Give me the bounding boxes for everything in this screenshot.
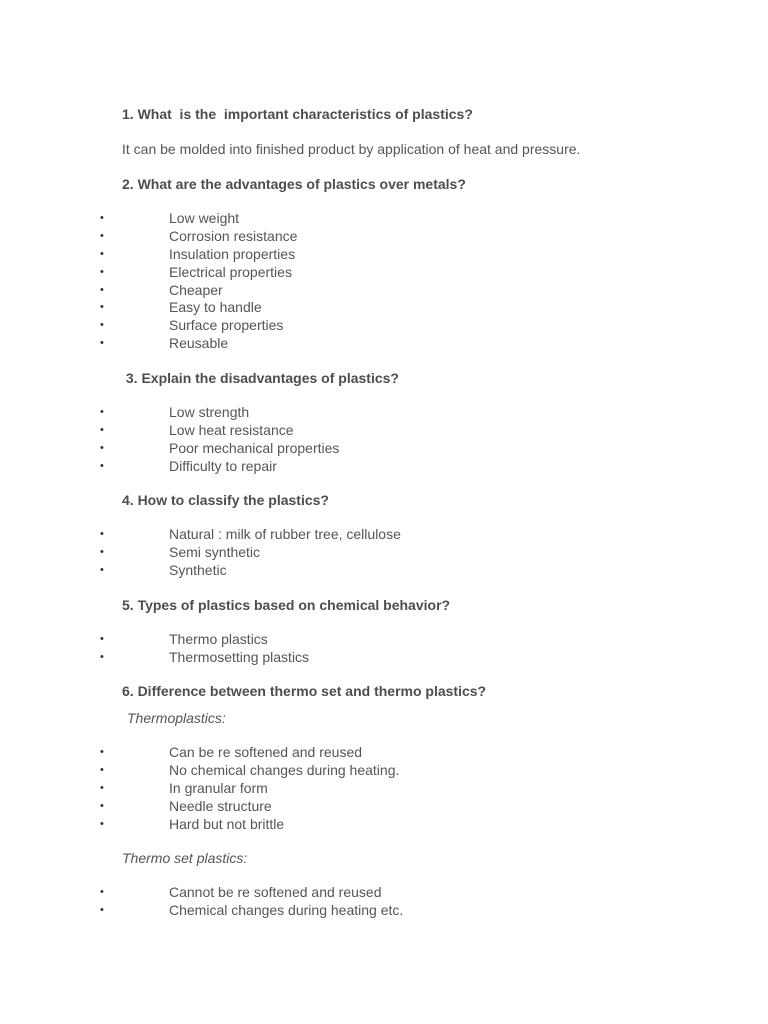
list-item: • Semi synthetic xyxy=(100,543,261,560)
question-1-heading: 1. What is the important characteristics of plastics? xyxy=(122,106,473,122)
question-3-heading: 3. Explain the disadvantages of plastics? xyxy=(122,370,399,386)
bullet-icon: • xyxy=(100,459,104,472)
bullet-icon: • xyxy=(100,817,104,830)
list-item: • Easy to handle xyxy=(100,299,262,316)
list-item: • In granular form xyxy=(100,779,268,796)
disadvantages-list xyxy=(0,404,700,476)
bullet-icon: • xyxy=(100,265,104,278)
list-item: • Chemical changes during heating etc. xyxy=(100,901,404,918)
classification-list xyxy=(0,526,700,580)
bullet-icon: • xyxy=(100,545,104,558)
list-item: • Cheaper xyxy=(100,281,223,298)
bullet-icon: • xyxy=(100,886,104,898)
types-list xyxy=(0,631,700,667)
question-5-heading: 5. Types of plastics based on chemical behavior? xyxy=(122,597,451,613)
bullet-icon: • xyxy=(100,746,104,758)
bullet-icon: • xyxy=(100,650,104,663)
bullet-icon: • xyxy=(100,423,104,436)
list-item: • Thermosetting plastics xyxy=(100,648,310,665)
list-item: • Thermo plastics xyxy=(100,631,268,647)
question-6-heading: 6. Difference between thermo set and thermo plastics? xyxy=(122,683,487,699)
bullet-icon: • xyxy=(100,212,104,224)
list-item: • Poor mechanical properties xyxy=(100,439,340,456)
list-item: • Insulation properties xyxy=(100,245,296,262)
list-item: • Surface properties xyxy=(100,317,284,334)
bullet-icon: • xyxy=(100,301,104,314)
list-item: • Low strength xyxy=(100,404,250,420)
bullet-icon: • xyxy=(100,319,104,332)
bullet-icon: • xyxy=(100,763,104,776)
list-item: • Can be re softened and reused xyxy=(100,744,363,760)
list-item: • Corrosion resistance xyxy=(100,227,298,244)
list-item: • Needle structure xyxy=(100,797,272,814)
bullet-icon: • xyxy=(100,229,104,242)
list-item: • Cannot be re softened and reused xyxy=(100,884,382,900)
bullet-icon: • xyxy=(100,633,104,645)
bullet-icon: • xyxy=(100,528,104,540)
list-item: • Electrical properties xyxy=(100,263,292,280)
bullet-icon: • xyxy=(100,247,104,260)
bullet-icon: • xyxy=(100,781,104,794)
bullet-icon: • xyxy=(100,563,104,576)
bullet-icon: • xyxy=(100,903,104,916)
bullet-icon: • xyxy=(100,799,104,812)
thermoplastics-list xyxy=(0,744,700,833)
list-item: • Reusable xyxy=(100,335,229,352)
list-item: • Difficulty to repair xyxy=(100,457,277,474)
bullet-icon: • xyxy=(100,406,104,418)
thermoset-label: Thermo set plastics: xyxy=(122,850,248,866)
thermoplastics-label: Thermoplastics: xyxy=(127,710,226,726)
list-item: • Low heat resistance xyxy=(100,421,294,438)
advantages-list xyxy=(0,210,700,353)
question-2-heading: 2. What are the advantages of plastics over metals? xyxy=(122,176,466,192)
list-item: • Low weight xyxy=(100,210,240,226)
bullet-icon: • xyxy=(100,337,104,350)
bullet-icon: • xyxy=(100,283,104,296)
list-item: • Natural : milk of rubber tree, cellulose xyxy=(100,526,401,542)
thermoset-list xyxy=(0,884,700,920)
question-4-heading: 4. How to classify the plastics? xyxy=(122,492,329,508)
list-item: • Hard but not brittle xyxy=(100,815,285,832)
list-item: • Synthetic xyxy=(100,561,227,578)
bullet-icon: • xyxy=(100,441,104,454)
question-1-answer: It can be molded into finished product by application of heat and pressure. xyxy=(122,141,581,157)
list-item: • No chemical changes during heating. xyxy=(100,761,400,778)
